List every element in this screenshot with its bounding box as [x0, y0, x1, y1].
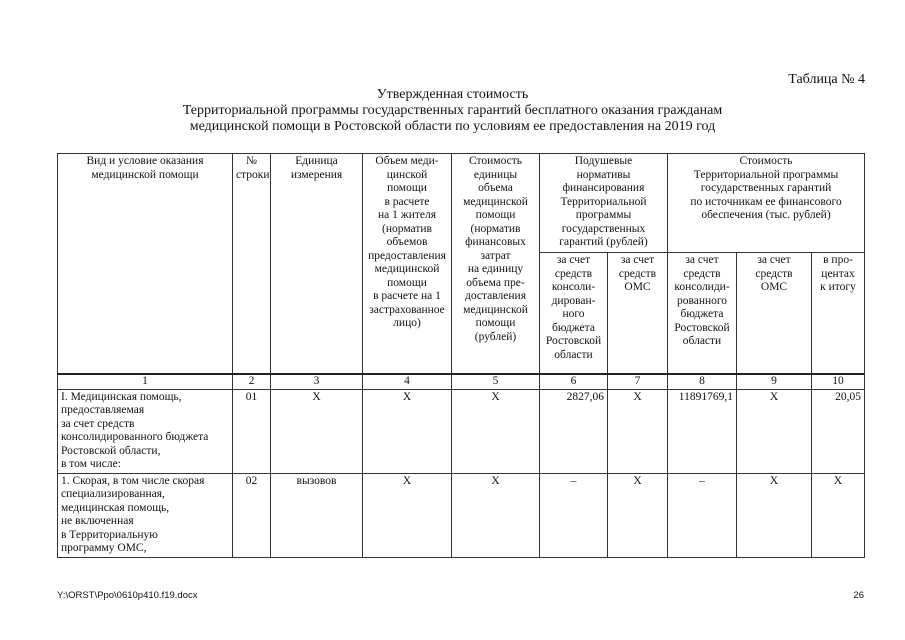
- cost-table: [57, 153, 865, 558]
- row-per-capita-oms: Х: [608, 473, 668, 557]
- header-cost-group: Стоимость Территориальной программы государственных гарантий по источникам ее финансового обеспечения (тыс. рублей): [668, 154, 865, 253]
- document-title: [40, 87, 865, 135]
- row-per-capita-budget: 2827,06: [540, 389, 608, 473]
- header-unit: Единица измерения: [271, 154, 363, 375]
- header-percent: в про- центах к итогу: [812, 253, 865, 375]
- column-number-row: [58, 374, 865, 389]
- column-number: 2: [233, 374, 271, 389]
- column-number: 5: [452, 374, 540, 389]
- header-unit-cost: Стоимость единицы объема медицинской помощи (норматив финансовых затрат на единицу объема пре- доставления медицинской помощи (рублей): [452, 154, 540, 375]
- column-number: 3: [271, 374, 363, 389]
- table-row: [58, 389, 865, 473]
- column-number: 1: [58, 374, 233, 389]
- footer-file-path: Y:\ORST\Ppo\0610p410.f19.docx: [57, 590, 198, 601]
- row-volume: Х: [363, 389, 452, 473]
- row-percent: 20,05: [812, 389, 865, 473]
- title-line-1: Утвержденная стоимость: [376, 87, 529, 102]
- row-unit-cost: Х: [452, 389, 540, 473]
- row-line-number: 01: [233, 389, 271, 473]
- title-line-2: Территориальной программы государственных гарантий бесплатного оказания гражданам: [182, 103, 723, 118]
- header-volume: Объем меди- цинской помощи в расчете на 1 жителя (норматив объемов предоставления медицинской помощи в расчете на 1 застрахованное лицо): [363, 154, 452, 375]
- header-per-capita-group: Подушевые нормативы финансирования Территориальной программы государственных гарантий (рублей): [540, 154, 668, 253]
- column-number: 10: [812, 374, 865, 389]
- row-cost-budget: –: [668, 473, 737, 557]
- row-volume: Х: [363, 473, 452, 557]
- row-unit: Х: [271, 389, 363, 473]
- header-per-capita-oms: за счет средств ОМС: [608, 253, 668, 375]
- row-per-capita-oms: Х: [608, 389, 668, 473]
- title-line-3: медицинской помощи в Ростовской области по условиям ее предоставления на 2019 год: [189, 119, 716, 134]
- row-cost-oms: Х: [737, 389, 812, 473]
- column-number: 4: [363, 374, 452, 389]
- row-per-capita-budget: –: [540, 473, 608, 557]
- column-number: 6: [540, 374, 608, 389]
- page-number: 26: [853, 590, 864, 601]
- column-number: 9: [737, 374, 812, 389]
- table-number-label: Таблица № 4: [788, 72, 865, 87]
- row-cost-budget: 11891769,1: [668, 389, 737, 473]
- column-number: 8: [668, 374, 737, 389]
- header-per-capita-budget: за счет средств консоли- дирован- ного бюджета Ростовской области: [540, 253, 608, 375]
- table-row: [58, 473, 865, 557]
- header-service-type: Вид и условие оказания медицинской помощи: [58, 154, 233, 375]
- row-percent: Х: [812, 473, 865, 557]
- row-unit-cost: Х: [452, 473, 540, 557]
- column-number: 7: [608, 374, 668, 389]
- row-cost-oms: Х: [737, 473, 812, 557]
- row-service-name: I. Медицинская помощь, предоставляемая за счет средств консолидированного бюджета Ростовской области, в том числе:: [58, 389, 233, 473]
- header-cost-budget: за счет средств консолиди- рованного бюджета Ростовской области: [668, 253, 737, 375]
- row-line-number: 02: [233, 473, 271, 557]
- row-service-name: 1. Скорая, в том числе скорая специализированная, медицинская помощь, не включенная в Территориальную программу ОМС,: [58, 473, 233, 557]
- header-line-number: № строки: [233, 154, 271, 375]
- header-cost-oms: за счет средств ОМС: [737, 253, 812, 375]
- row-unit: вызовов: [271, 473, 363, 557]
- header-row-1: [58, 154, 865, 253]
